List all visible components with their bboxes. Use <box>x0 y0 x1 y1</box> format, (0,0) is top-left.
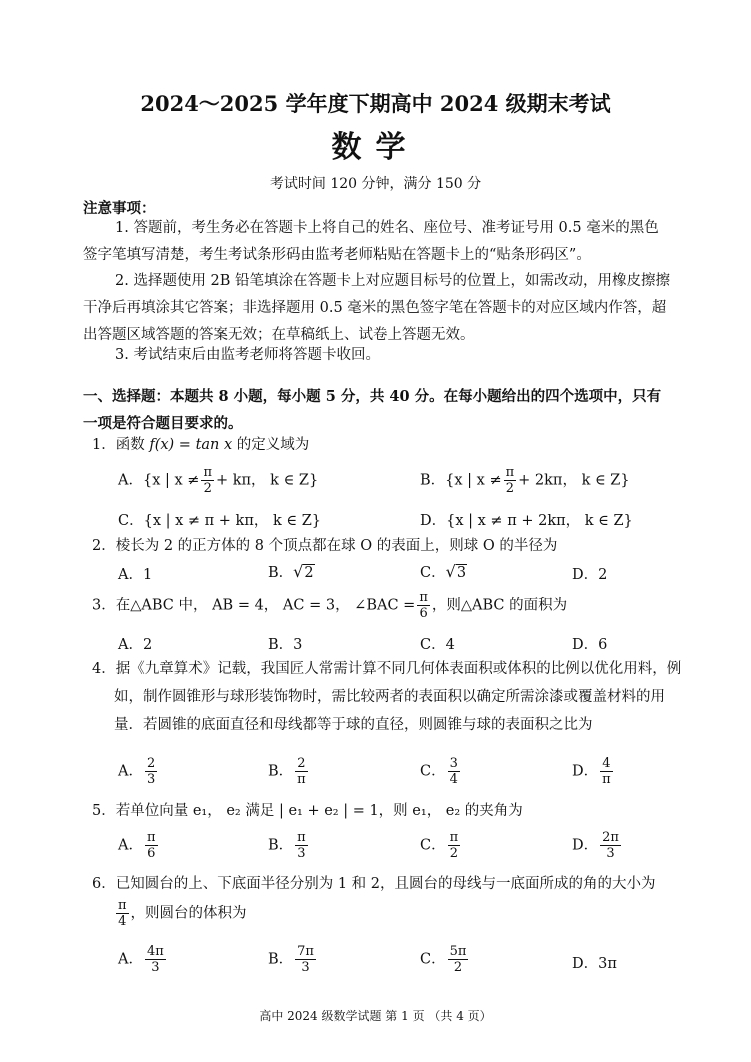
question-2-option-b: B． √ 2 <box>268 562 314 581</box>
question-6-stem: 6．已知圆台的上、下底面半径分别为 1 和 2，且圆台的母线与一底面所成的角的大小为 <box>92 876 656 892</box>
question-6-stem-continued: $\frac{\pi}{4}$ ，则圆台的体积为 <box>118 898 247 929</box>
notice-item-2: 2. 选择题使用 2B 铅笔填涂在答题卡上对应题目标号的位置上，如需改动，用橡皮擦擦干净后再填涂其它答案；非选择题用 0.5 毫米的黑色签字笔在答题卡的对应区域内作答，超出答题区域答题的答案无效；在草稿纸上、试卷上答题无效。 <box>83 273 671 343</box>
question-1-option-a: A．{x | x ≠ $\frac{\pi}{2}$ + kπ， k ∈ Z} <box>118 465 319 496</box>
question-6-option-c: C． $\frac{5\pi}{2}$ <box>420 944 467 975</box>
question-3-option-c: C．4 <box>420 637 455 653</box>
question-2-option-a: A．1 <box>118 567 153 583</box>
subject-title: 数学 <box>331 130 420 165</box>
question-5-option-a: A． $\frac{\pi}{6}$ <box>118 830 156 861</box>
question-3-option-b: B．3 <box>268 637 303 653</box>
question-5-stem: 5．若单位向量 e₁， e₂ 满足 | e₁ + e₂ | = 1，则 e₁， e₂ 的夹角为 <box>92 803 523 819</box>
question-5-option-d: D． $\frac{2\pi}{3}$ <box>572 830 619 861</box>
notice-item-3: 3. 考试结束后由监考老师将答题卡收回。 <box>115 347 380 363</box>
exam-title: 2024～2025 学年度下期高中 2024 级期末考试 <box>140 91 611 116</box>
question-2-stem: 2．棱长为 2 的正方体的 8 个顶点都在球 O 的表面上，则球 O 的半径为 <box>92 538 558 554</box>
notice-item-1: 1. 答题前，考生务必在答题卡上将自己的姓名、座位号、准考证号用 0.5 毫米的黑色签字笔填写清楚，考生考试条形码由监考老师粘贴在答题卡上的“贴条形码区”。 <box>83 220 659 263</box>
question-3-option-d: D．6 <box>572 637 608 653</box>
question-4-option-d: D． $\frac{4}{\pi}$ <box>572 756 611 787</box>
question-1-option-c: C．{x | x ≠ π + kπ， k ∈ Z} <box>118 513 322 529</box>
exam-time-info: 考试时间 120 分钟，满分 150 分 <box>269 176 482 192</box>
question-4-option-c: C． $\frac{3}{4}$ <box>420 756 458 787</box>
question-5-option-b: B． $\frac{\pi}{3}$ <box>268 830 306 861</box>
notice-heading: 注意事项： <box>83 200 156 217</box>
question-6-option-b: B． $\frac{7\pi}{3}$ <box>268 944 314 975</box>
question-3-option-a: A．2 <box>118 637 153 653</box>
question-6-option-d: D．3π <box>572 956 617 972</box>
question-2-option-c: C． √ 3 <box>420 562 467 581</box>
question-1-option-d: D．{x | x ≠ π + 2kπ， k ∈ Z} <box>420 513 633 529</box>
question-4-option-b: B． $\frac{2}{\pi}$ <box>268 756 306 787</box>
page-footer: 高中 2024 级数学试题 第 1 页 （共 4 页） <box>259 1009 492 1023</box>
question-6-option-a: A． $\frac{4\pi}{3}$ <box>118 944 164 975</box>
question-3-stem: 3．在△ABC 中， AB = 4， AC = 3， ∠BAC = $\frac{\pi}{6}$ ，则△ABC 的面积为 <box>92 590 568 621</box>
question-1-option-b: B．{x | x ≠ $\frac{\pi}{2}$ + 2kπ， k ∈ Z} <box>420 465 630 496</box>
question-2-option-d: D．2 <box>572 567 608 583</box>
question-4-option-a: A． $\frac{2}{3}$ <box>118 756 156 787</box>
question-1-stem: 1．函数 f(x) = tan x 的定义域为 <box>92 437 310 453</box>
section1-heading: 一、选择题：本题共 8 小题，每小题 5 分，共 40 分。在每小题给出的四个选项中，只有一项是符合题目要求的。 <box>83 388 662 432</box>
question-5-option-c: C． $\frac{\pi}{2}$ <box>420 830 459 861</box>
question-4-stem: 4．据《九章算术》记载，我国匠人常需计算不同几何体表面积或体积的比例以优化用料，例如，制作圆锥形与球形装饰物时，需比较两者的表面积以确定所需涂漆或覆盖材料的用量．若圆锥的底面直径和母线都等于球的直径，则圆锥与球的表面积之比为 <box>92 661 682 733</box>
